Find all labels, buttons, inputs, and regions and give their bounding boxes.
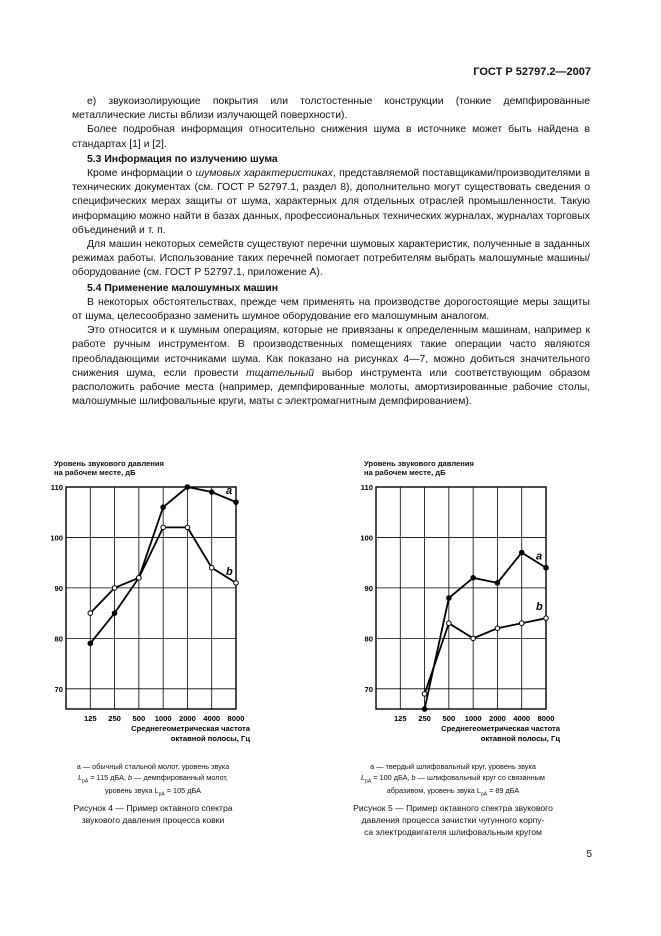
- figure4-legend: а — обычный стальной молот, уровень звука $L_{pA} = 115$ дБА, b — демпфированный молот, уровень звука $L_{pA} = 105$ дБА: [76, 762, 230, 798]
- x-tick-label: 500: [132, 714, 146, 723]
- y-tick-label: 70: [54, 684, 63, 694]
- y-tick-label: 80: [54, 634, 63, 644]
- x-axis-label: октавной полосы, Гц: [480, 734, 560, 743]
- y-tick-label: 70: [364, 684, 373, 694]
- figure5-svg: [350, 480, 580, 750]
- data-point-a: [161, 505, 166, 510]
- figure5-ylabel: Уровень звукового давления на рабочем месте, дБ: [364, 459, 474, 477]
- x-axis-label: Среднегеометрическая частота: [441, 724, 560, 733]
- paragraph-e: е) звукоизолирующие покрытия или толстостенные конструкции (тонкие демпфированные металлические листы вблизи излучающей поверхности).: [72, 96, 590, 122]
- y-tick-label: 110: [50, 483, 63, 492]
- y-tick-label: 90: [54, 583, 63, 593]
- data-point-a: [471, 576, 476, 581]
- x-axis-label: Среднегеометрическая частота: [131, 724, 250, 733]
- x-tick-label: 4000: [203, 714, 221, 723]
- data-point-a: [88, 641, 93, 646]
- paragraph-more-info: Более подробная информация относительно снижения шума в источнике может быть найдена в стандартах [1] и [2].: [72, 124, 590, 150]
- figure4-ylabel: Уровень звукового давления на рабочем месте, дБ: [54, 459, 164, 477]
- figure5-caption: Рисунок 5 — Пример октавного спектра звукового давления процесса зачистки чугунного корпу- са электродвигателя шлифовальным кругом: [353, 803, 553, 837]
- data-point-b: [209, 565, 214, 570]
- data-point-a: [112, 611, 117, 616]
- x-tick-label: 125: [393, 714, 407, 723]
- paragraph-5-3-a: Кроме информации о шумовых характеристиках, представляемой поставщиками/производителями в технических документах (см. ГОСТ Р 52797.1, раздел 8), дополнительно могут существовать сведения о специфических мерах защиты от шума, характерных для отдельных отраслей промышленности. Такую информацию можно найти в базах данных, профессиональных технических журналах, журналах торговых объединений и т. п.: [72, 168, 590, 236]
- y-tick-label: 100: [360, 533, 373, 543]
- figure5-legend: а — твердый шлифовальный круг, уровень звука $L_{pA} = 100$ дБА, b — шлифовальный круг со связанным абразивом, уровень звука $L_{pA} = 89$ дБА: [361, 762, 545, 798]
- data-point-b: [447, 621, 452, 626]
- x-tick-label: 2000: [178, 714, 196, 723]
- page-number: 5: [586, 849, 592, 860]
- paragraph-5-3-b: Для машин некоторых семейств существуют перечни шумовых характеристик, полученные в заданных режимах работы. Использование таких перечней помогает потребителям выбрать малошумные машины/оборудование (см. ГОСТ Р 52797.1, приложение А).: [72, 239, 590, 279]
- x-tick-label: 8000: [227, 714, 245, 723]
- plot-frame: [66, 487, 236, 709]
- x-tick-label: 8000: [537, 714, 555, 723]
- x-tick-label: 250: [108, 714, 121, 723]
- data-point-b: [544, 616, 549, 621]
- data-point-b: [137, 576, 142, 581]
- paragraph-5-4-a: В некоторых обстоятельствах, прежде чем применять на производстве дорогостоящие меры защиты от шума, целесообразно заменить шумное оборудование его малошумным аналогом.: [72, 296, 590, 323]
- series-label-a: a: [226, 485, 233, 498]
- data-point-a: [495, 581, 500, 586]
- figure4-chart: [40, 480, 270, 750]
- data-point-b: [471, 636, 476, 641]
- x-tick-label: 125: [83, 714, 97, 723]
- x-axis-label: октавной полосы, Гц: [170, 734, 250, 743]
- document-header: ГОСТ Р 52797.2—2007: [473, 66, 591, 78]
- data-point-a: [234, 500, 239, 505]
- data-point-b: [495, 626, 500, 631]
- x-tick-label: 1000: [464, 714, 482, 723]
- series-label-a: a: [536, 550, 543, 563]
- x-tick-label: 500: [442, 714, 456, 723]
- series-label-b: b: [226, 565, 233, 578]
- data-point-b: [422, 692, 427, 697]
- y-tick-label: 80: [364, 634, 373, 644]
- series-line-a: [425, 550, 546, 709]
- y-tick-label: 100: [50, 533, 63, 543]
- section-5-4-heading: 5.4 Применение малошумных машин: [87, 282, 278, 294]
- paragraph-5-4-b: Это относится и к шумным операциям, которые не привязаны к определенным машинам, например к работе ручным инструментом. В производственных помещениях такие операции часто являются преобладающими источниками шума. Как показано на рисунках 4—7, можно добиться значительного снижения шума, если провести тщательный выбор инструмента или соответствующим образом расположить рабочие места (например, демпфированные молоты, амортизированные рабочие столы, малошумные шлифовальные круги, маты с электромагнитным демпфированием).: [72, 325, 590, 408]
- data-point-b: [112, 586, 117, 591]
- figure5-chart: [350, 480, 580, 750]
- data-point-b: [234, 581, 239, 586]
- x-tick-label: 250: [418, 714, 431, 723]
- data-point-b: [161, 525, 166, 530]
- y-tick-label: 90: [364, 583, 373, 593]
- body-text: [72, 95, 590, 409]
- section-5-3-heading: 5.3 Информация по излучению шума: [87, 153, 278, 165]
- data-point-a: [422, 707, 427, 712]
- x-tick-label: 2000: [488, 714, 506, 723]
- figure4-caption: Рисунок 4 — Пример октавного спектра звукового давления процесса ковки: [73, 803, 233, 825]
- x-tick-label: 1000: [154, 714, 172, 723]
- data-point-a: [519, 550, 524, 555]
- plot-frame: [376, 487, 546, 709]
- figure4-svg: [40, 480, 270, 750]
- data-point-a: [544, 565, 549, 570]
- data-point-a: [185, 485, 190, 490]
- series-label-b: b: [536, 601, 543, 614]
- data-point-b: [88, 611, 93, 616]
- data-point-a: [447, 596, 452, 601]
- x-tick-label: 4000: [513, 714, 531, 723]
- data-point-a: [209, 490, 214, 495]
- y-tick-label: 110: [360, 483, 373, 492]
- data-point-b: [519, 621, 524, 626]
- data-point-b: [185, 525, 190, 530]
